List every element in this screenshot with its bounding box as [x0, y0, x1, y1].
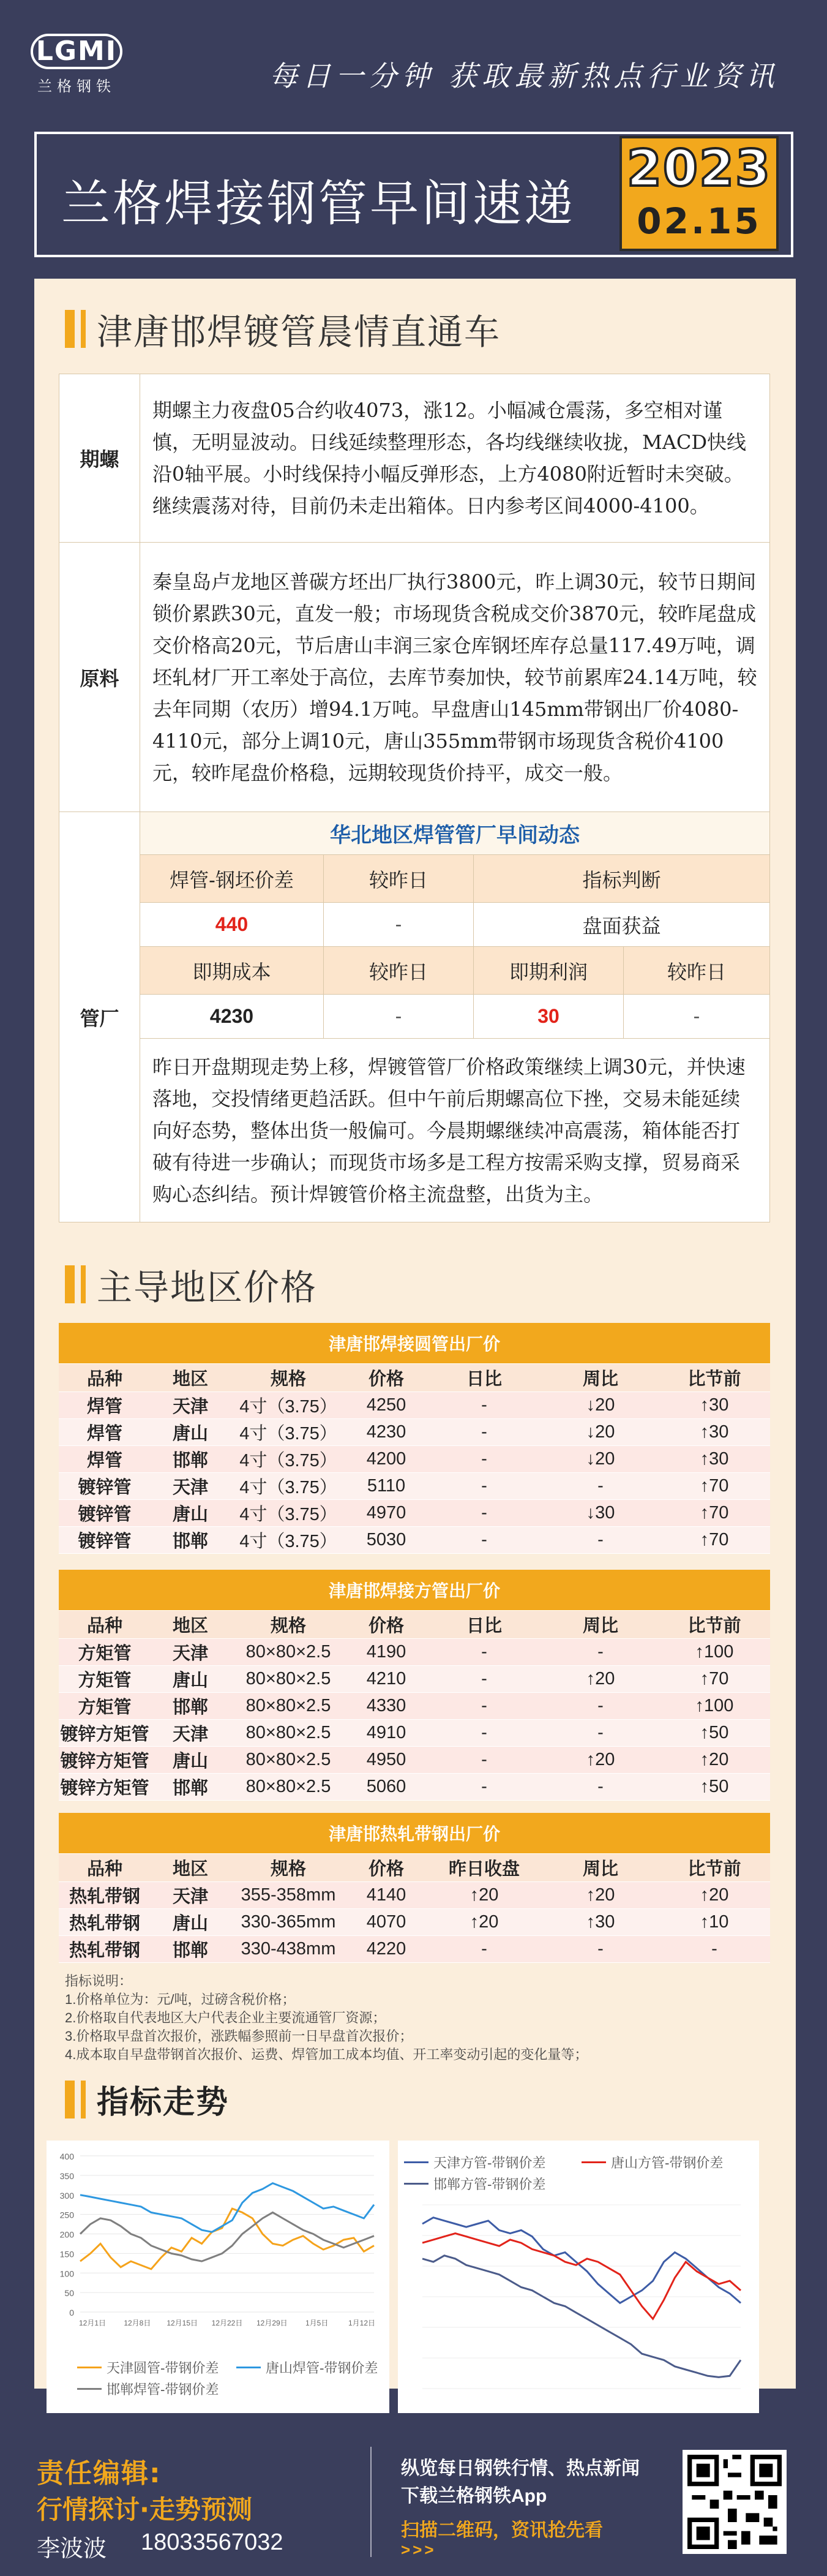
table-cell: 方矩管	[59, 1692, 151, 1719]
table-cell: 方矩管	[59, 1638, 151, 1665]
table-cell: ↑70	[659, 1665, 770, 1692]
table-cell: 邯郸	[151, 1445, 230, 1472]
table-cell: 4910	[346, 1719, 426, 1746]
table-cell: -	[542, 1773, 659, 1800]
table-cell: 4寸（3.75）	[230, 1445, 346, 1472]
table-cell: -	[426, 1719, 542, 1746]
legend-item: 邯郸方管-带钢价差	[404, 2174, 545, 2193]
chart-square-svg	[398, 2193, 759, 2413]
table-cell: 80×80×2.5	[230, 1665, 346, 1692]
section-prices-title: 主导地区价格	[65, 1259, 317, 1310]
table-cell: 80×80×2.5	[230, 1638, 346, 1665]
table-row	[59, 1665, 770, 1692]
table-cell: -	[426, 1746, 542, 1773]
table-cell: ↓20	[542, 1445, 659, 1472]
table-cell: 4寸（3.75）	[230, 1526, 346, 1553]
column-header: 周比	[542, 1610, 659, 1638]
logo-mark: LGMI	[31, 34, 122, 69]
column-header: 地区	[151, 1853, 230, 1881]
editor-name: 李波波	[37, 2536, 107, 2562]
table-cell: 邯郸	[151, 1935, 230, 1962]
footer-tagline: 行情探讨·走势预测	[37, 2495, 252, 2525]
table-cell: ↓20	[542, 1392, 659, 1418]
table-row	[59, 1719, 770, 1746]
table-cell: ↑20	[426, 1881, 542, 1908]
raw-text: 秦皇岛卢龙地区普碳方坯出厂执行3800元，昨上调30元，较节日期间锁价累跌30元，直发一般；市场现货含税成交价3870元，较昨尾盘成交价格高20元，节后唐山丰润三家仓库钢坯库存总量117.49万吨，调坯轧材厂开工率处于高位，去库节奏加快，较节前累库24.14万吨，较去年同期（农历）增94.1万吨。早盘唐山145mm带钢出厂价4080-4110元，部分上调10元，唐山355mm带钢市场现货含税价4100元，较昨尾盘价格稳，远期较现货价持平，成交一般。	[140, 543, 770, 812]
table-cell: ↓20	[542, 1418, 659, 1445]
table-cell: ↑20	[659, 1746, 770, 1773]
table-cell: 4070	[346, 1908, 426, 1935]
qr-code-icon[interactable]	[683, 2450, 787, 2554]
table-cell: 天津	[151, 1638, 230, 1665]
column-header: 规格	[230, 1853, 346, 1881]
table-cell: 唐山	[151, 1499, 230, 1526]
note-line: 1.价格单位为：元/吨，过磅含税价格；	[65, 1992, 296, 2007]
table-cell: 4140	[346, 1881, 426, 1908]
y-tick-label: 0	[69, 2308, 74, 2318]
table-cell: 4寸（3.75）	[230, 1392, 346, 1418]
column-header: 价格	[346, 1610, 426, 1638]
x-tick-label: 1月12日	[348, 2319, 376, 2327]
table-cell: 355-358mm	[230, 1881, 346, 1908]
table-cell: 4190	[346, 1638, 426, 1665]
column-header: 日比	[426, 1610, 542, 1638]
legend-item: 唐山焊管-带钢价差	[236, 2358, 378, 2377]
y-tick-label: 150	[59, 2249, 74, 2259]
table-cell: 方矩管	[59, 1665, 151, 1692]
table-row	[59, 1638, 770, 1665]
legend-item: 天津圆管-带钢价差	[77, 2358, 219, 2377]
table-cell: 热轧带钢	[59, 1881, 151, 1908]
column-header: 比节前	[659, 1853, 770, 1881]
table-cell: ↑30	[659, 1392, 770, 1418]
table-cell: ↑100	[659, 1638, 770, 1665]
x-tick-label: 12月22日	[211, 2319, 243, 2327]
column-header: 周比	[542, 1853, 659, 1881]
column-header: 日比	[426, 1363, 542, 1392]
table-banner: 津唐邯焊接圆管出厂价	[59, 1323, 770, 1363]
table-cell: 4寸（3.75）	[230, 1418, 346, 1445]
table-row	[59, 1418, 770, 1445]
column-header: 比节前	[659, 1610, 770, 1638]
table-cell: 唐山	[151, 1665, 230, 1692]
series-line	[422, 2218, 741, 2303]
header-vs-1: 较昨日	[324, 855, 474, 903]
table-banner: 津唐邯焊接方管出厂价	[59, 1570, 770, 1610]
date-monthday: 02.15	[637, 200, 762, 242]
morning-table	[59, 374, 770, 1222]
legend-item: 邯郸焊管-带钢价差	[77, 2379, 219, 2398]
mill-label: 管厂	[59, 812, 140, 1222]
note-line: 2.价格取自代表地区大户代表企业主要流通管厂资源；	[65, 2010, 386, 2025]
table-cell: 4寸（3.75）	[230, 1499, 346, 1526]
editor-label: 责任编辑:	[37, 2458, 162, 2489]
table-row	[59, 1746, 770, 1773]
table-cell: ↑50	[659, 1773, 770, 1800]
table-cell: ↑20	[542, 1881, 659, 1908]
table-cell: 4210	[346, 1665, 426, 1692]
strip-steel-table	[59, 1813, 770, 1963]
series-line	[422, 2256, 741, 2378]
y-tick-label: 50	[64, 2288, 74, 2299]
table-cell: ↑30	[659, 1445, 770, 1472]
date-badge	[619, 136, 779, 251]
value-profit: 30	[474, 995, 624, 1039]
table-cell: ↑20	[659, 1881, 770, 1908]
table-cell: 天津	[151, 1881, 230, 1908]
table-cell: -	[542, 1526, 659, 1553]
table-cell: ↑30	[542, 1908, 659, 1935]
table-cell: 4250	[346, 1392, 426, 1418]
value-spread-change: -	[324, 903, 474, 947]
table-cell: ↑10	[659, 1908, 770, 1935]
series-line	[80, 2183, 374, 2232]
table-cell: ↑20	[542, 1746, 659, 1773]
table-row	[59, 1472, 770, 1499]
table-cell: 镀锌方矩管	[59, 1773, 151, 1800]
table-cell: -	[426, 1445, 542, 1472]
table-cell: 4230	[346, 1418, 426, 1445]
header-cost: 即期成本	[140, 947, 324, 995]
header-spread: 焊管-钢坯价差	[140, 855, 324, 903]
table-cell: ↑70	[659, 1526, 770, 1553]
mill-subtitle: 华北地区焊管管厂早间动态	[140, 812, 770, 855]
table-cell: -	[542, 1719, 659, 1746]
header-vs-3: 较昨日	[624, 947, 770, 995]
table-row	[59, 1445, 770, 1472]
table-cell: 热轧带钢	[59, 1908, 151, 1935]
note-line: 4.成本取自早盘带钢首次报价、运费、焊管加工成本均值、开工率变动引起的变化量等；	[65, 2047, 588, 2062]
table-row	[59, 1692, 770, 1719]
value-cost: 4230	[140, 995, 324, 1039]
table-cell: 镀锌管	[59, 1499, 151, 1526]
table-cell: 80×80×2.5	[230, 1692, 346, 1719]
table-cell: 天津	[151, 1392, 230, 1418]
notes	[65, 1972, 588, 2064]
value-cost-change: -	[324, 995, 474, 1039]
table-cell: 4寸（3.75）	[230, 1472, 346, 1499]
column-header: 品种	[59, 1363, 151, 1392]
table-cell: ↑20	[542, 1665, 659, 1692]
table-cell: 邯郸	[151, 1526, 230, 1553]
table-cell: 5030	[346, 1526, 426, 1553]
footer-promo-3: 扫描二维码，资讯抢先看	[401, 2520, 603, 2540]
note-line: 3.价格取早盘首次报价，涨跌幅参照前一日早盘首次报价；	[65, 2028, 413, 2044]
header-vs-2: 较昨日	[324, 947, 474, 995]
table-cell: 焊管	[59, 1445, 151, 1472]
table-cell: ↑20	[426, 1908, 542, 1935]
column-header: 品种	[59, 1853, 151, 1881]
table-row	[59, 1935, 770, 1962]
table-row	[59, 1392, 770, 1418]
x-tick-label: 12月8日	[124, 2319, 151, 2327]
table-row	[59, 1881, 770, 1908]
mill-text: 昨日开盘期现走势上移，焊镀管管厂价格政策继续上调30元，并快速落地，交投情绪更趋活跃。但中午前后期螺高位下挫，交易未能延续向好态势，整体出货一般偏可。今晨期螺继续冲高震荡，箱体能否打破有待进一步确认；而现货市场多是工程方按需采购支撑，贸易商采购心态纠结。预计焊镀管价格主流盘整，出货为主。	[140, 1039, 770, 1222]
chart-square	[398, 2141, 759, 2413]
table-cell: -	[426, 1935, 542, 1962]
table-cell: 天津	[151, 1472, 230, 1499]
square-pipe-table	[59, 1570, 770, 1801]
column-header: 比节前	[659, 1363, 770, 1392]
table-cell: 唐山	[151, 1908, 230, 1935]
date-year: 2023	[626, 140, 772, 198]
legend-item: 天津方管-带钢价差	[404, 2153, 545, 2172]
table-cell: 4200	[346, 1445, 426, 1472]
table-cell: 镀锌管	[59, 1472, 151, 1499]
y-tick-label: 400	[59, 2152, 74, 2161]
header-profit: 即期利润	[474, 947, 624, 995]
table-cell: 330-365mm	[230, 1908, 346, 1935]
table-cell: 4970	[346, 1499, 426, 1526]
page-title: 兰格焊接钢管早间速递	[61, 175, 575, 232]
table-cell: 330-438mm	[230, 1935, 346, 1962]
value-spread: 440	[140, 903, 324, 947]
table-cell: ↓30	[542, 1499, 659, 1526]
x-tick-label: 12月29日	[256, 2319, 288, 2327]
table-row	[59, 1499, 770, 1526]
section-trend-title: 指标走势	[65, 2076, 229, 2122]
column-header: 价格	[346, 1363, 426, 1392]
column-header: 地区	[151, 1610, 230, 1638]
footer-arrows: >>>	[401, 2540, 436, 2559]
table-cell: -	[426, 1418, 542, 1445]
logo-name: 兰格钢铁	[37, 78, 116, 95]
table-cell: ↑100	[659, 1692, 770, 1719]
table-cell: 焊管	[59, 1418, 151, 1445]
table-cell: -	[542, 1638, 659, 1665]
table-cell: 唐山	[151, 1746, 230, 1773]
column-header: 周比	[542, 1363, 659, 1392]
futures-label: 期螺	[59, 374, 140, 543]
table-cell: -	[426, 1638, 542, 1665]
chart-round	[47, 2141, 389, 2413]
table-cell: -	[426, 1773, 542, 1800]
table-cell: -	[426, 1526, 542, 1553]
column-header: 品种	[59, 1610, 151, 1638]
table-cell: ↑70	[659, 1499, 770, 1526]
y-tick-label: 100	[59, 2269, 74, 2279]
table-cell: 天津	[151, 1719, 230, 1746]
table-cell: 镀锌方矩管	[59, 1746, 151, 1773]
header-indicator: 指标判断	[474, 855, 770, 903]
x-tick-label: 12月1日	[78, 2319, 107, 2327]
content-panel	[34, 279, 796, 2398]
value-profit-change: -	[624, 995, 770, 1039]
column-header: 地区	[151, 1363, 230, 1392]
round-pipe-table	[59, 1323, 770, 1554]
editor-phone: 18033567032	[141, 2529, 283, 2555]
table-cell: 4330	[346, 1692, 426, 1719]
section-morning-title: 津唐邯焊镀管晨情直通车	[65, 303, 501, 355]
table-cell: ↑70	[659, 1472, 770, 1499]
table-cell: 邯郸	[151, 1773, 230, 1800]
note-line: 指标说明：	[65, 1973, 133, 1989]
table-cell: 热轧带钢	[59, 1935, 151, 1962]
footer-promo-2[interactable]: 下载兰格钢铁App	[401, 2486, 547, 2506]
x-tick-label: 12月15日	[167, 2319, 198, 2327]
table-cell: 4220	[346, 1935, 426, 1962]
table-cell: 80×80×2.5	[230, 1746, 346, 1773]
table-cell: ↑30	[659, 1418, 770, 1445]
table-cell: -	[426, 1499, 542, 1526]
table-cell: 5110	[346, 1472, 426, 1499]
table-cell: -	[542, 1935, 659, 1962]
x-tick-label: 1月5日	[305, 2319, 329, 2327]
table-cell: 80×80×2.5	[230, 1773, 346, 1800]
table-cell: -	[426, 1472, 542, 1499]
column-header: 价格	[346, 1853, 426, 1881]
series-line	[80, 2209, 374, 2269]
table-cell: ↑50	[659, 1719, 770, 1746]
table-cell: -	[426, 1665, 542, 1692]
y-tick-label: 300	[59, 2190, 74, 2201]
legend-item: 唐山方管-带钢价差	[582, 2153, 723, 2172]
table-cell: -	[542, 1472, 659, 1499]
footer-promo-1: 纵览每日钢铁行情、热点新闻	[401, 2458, 640, 2479]
table-row	[59, 1773, 770, 1800]
table-cell: -	[426, 1392, 542, 1418]
column-header: 昨日收盘	[426, 1853, 542, 1881]
table-cell: 镀锌管	[59, 1526, 151, 1553]
table-cell: 焊管	[59, 1392, 151, 1418]
raw-label: 原料	[59, 543, 140, 812]
table-cell: -	[426, 1692, 542, 1719]
logo	[31, 34, 135, 107]
table-row	[59, 1526, 770, 1553]
futures-text: 期螺主力夜盘05合约收4073，涨12。小幅减仓震荡，多空相对谨慎，无明显波动。日线延续整理形态，各均线继续收拢，MACD快线沿0轴平展。小时线保持小幅反弹形态，上方4080附近暂时未突破。继续震荡对待，目前仍未走出箱体。日内参考区间4000-4100。	[140, 374, 770, 543]
column-header: 规格	[230, 1610, 346, 1638]
y-tick-label: 200	[59, 2229, 74, 2240]
table-cell: 唐山	[151, 1418, 230, 1445]
value-indicator: 盘面获益	[474, 903, 770, 947]
table-row	[59, 1908, 770, 1935]
table-cell: 邯郸	[151, 1692, 230, 1719]
table-cell: 4950	[346, 1746, 426, 1773]
table-cell: 5060	[346, 1773, 426, 1800]
table-banner: 津唐邯热轧带钢出厂价	[59, 1813, 770, 1853]
chart-round-svg	[47, 2141, 389, 2343]
table-cell: 镀锌方矩管	[59, 1719, 151, 1746]
series-line	[422, 2234, 741, 2319]
slogan: 每日一分钟 获取最新热点行业资讯	[269, 59, 779, 92]
y-tick-label: 350	[59, 2171, 74, 2181]
table-cell: -	[659, 1935, 770, 1962]
y-tick-label: 250	[59, 2210, 74, 2220]
table-cell: 80×80×2.5	[230, 1719, 346, 1746]
column-header: 规格	[230, 1363, 346, 1392]
footer-divider	[370, 2447, 372, 2557]
table-cell: -	[542, 1692, 659, 1719]
